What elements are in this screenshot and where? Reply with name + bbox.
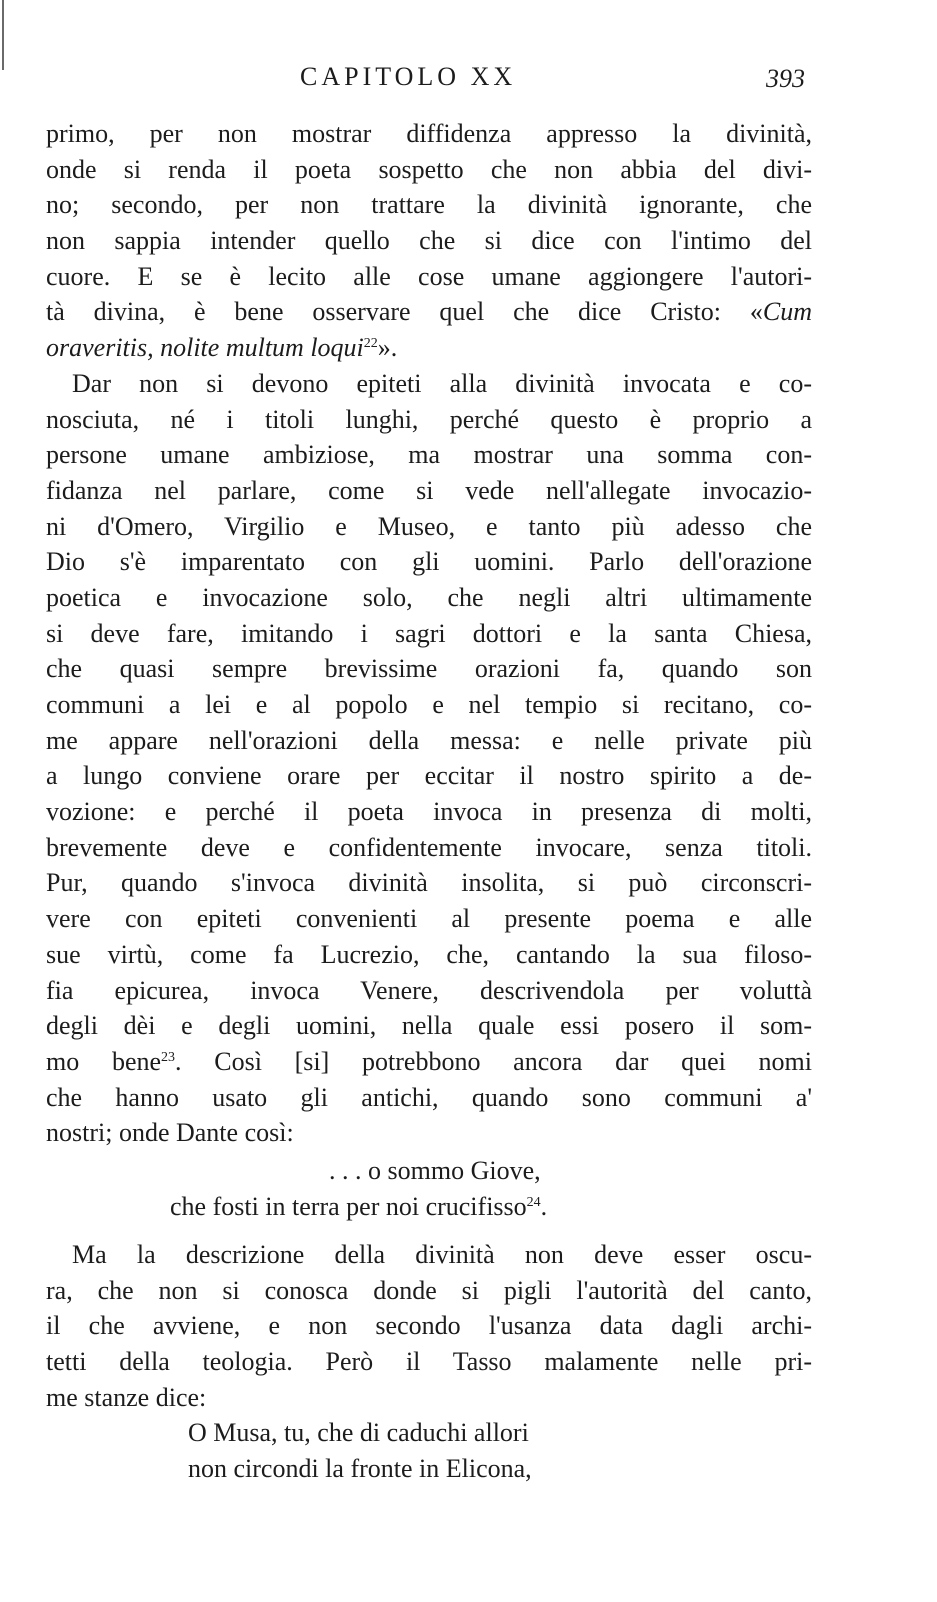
- text-line: onde si renda il poeta sospetto che non abbia del divi-: [46, 154, 812, 184]
- text-line: non sappia intender quello che si dice con l'intimo del: [46, 226, 812, 256]
- verse-quotation: [46, 1153, 812, 1225]
- footnote-marker: 23: [161, 1049, 176, 1065]
- paragraph: [46, 116, 812, 366]
- footnote-marker: 24: [526, 1194, 541, 1210]
- text-fragment: tà divina, è bene osservare quel che dice Cristo: «: [46, 297, 763, 327]
- text-line: fia epicurea, invoca Venere, descrivendola per voluttà: [46, 975, 812, 1005]
- text-fragment: che fosti in terra per noi crucifisso: [170, 1191, 527, 1221]
- text-line: primo, per non mostrar diffidenza appresso la divinità,: [46, 119, 812, 148]
- text-line: Ma la descrizione della divinità non deve esser oscu-: [72, 1239, 812, 1269]
- text-line: Pur, quando s'invoca divinità insolita, si può circonscri-: [46, 868, 812, 898]
- verse-line: [46, 1189, 812, 1225]
- text-line: poetica e invocazione solo, che negli altri ultimamente: [46, 582, 812, 612]
- verse-quotation: [46, 1415, 812, 1487]
- text-line: ni d'Omero, Virgilio e Museo, e tanto più adesso che: [46, 511, 812, 541]
- text-fragment: . Così [si] potrebbono ancora dar quei nomi: [175, 1046, 812, 1076]
- latin-quote: oraveritis, nolite multum loqui: [46, 333, 364, 363]
- paragraph: [46, 1237, 812, 1415]
- text-line: che hanno usato gli antichi, quando sono communi a': [46, 1082, 812, 1112]
- text-line: nostri; onde Dante così:: [46, 1118, 294, 1148]
- text-line: Dar non si devono epiteti alla divinità invocata e co-: [72, 368, 812, 398]
- text-line: sue virtù, come fa Lucrezio, che, cantando la sua filoso-: [46, 939, 812, 969]
- text-line: [46, 294, 812, 330]
- text-fragment: mo bene: [46, 1046, 162, 1076]
- text-line: vere con epiteti convenienti al presente poema e alle: [46, 904, 812, 934]
- page-edge-line: [2, 0, 4, 70]
- text-fragment: .: [540, 1191, 548, 1221]
- text-line: brevemente deve e confidentemente invocare, senza titoli.: [46, 832, 812, 862]
- verse-line: O Musa, tu, che di caduchi allori: [188, 1418, 529, 1448]
- running-header: [0, 62, 937, 102]
- text-line: degli dèi e degli uomini, nella quale essi posero il som-: [46, 1011, 812, 1041]
- text-line: che quasi sempre brevissime orazioni fa, quando son: [46, 654, 812, 684]
- text-line: [46, 1044, 812, 1080]
- text-line: cuore. E se è lecito alle cose umane aggiongere l'autori-: [46, 261, 812, 291]
- text-line: fidanza nel parlare, come si vede nell'allegate invocazio-: [46, 475, 812, 505]
- running-title: CAPITOLO XX: [300, 62, 517, 91]
- body-text: [46, 116, 812, 1487]
- text-line: persone umane ambiziose, ma mostrar una somma con-: [46, 440, 812, 470]
- text-line: il che avviene, e non secondo l'usanza data dagli archi-: [46, 1311, 812, 1341]
- page-number: 393: [766, 64, 805, 93]
- text-line: vozione: e perché il poeta invoca in presenza di molti,: [46, 797, 812, 827]
- text-line: tetti della teologia. Però il Tasso malamente nelle pri-: [46, 1347, 812, 1376]
- verse-line: . . . o sommo Giove,: [329, 1155, 541, 1185]
- paragraph: [46, 366, 812, 1151]
- text-line: me stanze dice:: [46, 1382, 207, 1412]
- text-line: a lungo conviene orare per eccitar il nostro spirito a de-: [46, 761, 812, 791]
- text-line: ra, che non si conosca donde si pigli l'autorità del canto,: [46, 1275, 812, 1305]
- text-line: [46, 330, 812, 366]
- verse-line: non circondi la fronte in Elicona,: [188, 1454, 532, 1484]
- text-line: Dio s'è imparentato con gli uomini. Parlo dell'orazione: [46, 547, 812, 577]
- text-fragment: ».: [377, 333, 398, 363]
- text-line: communi a lei e al popolo e nel tempio si recitano, co-: [46, 690, 812, 719]
- text-line: no; secondo, per non trattare la divinità ignorante, che: [46, 190, 812, 220]
- text-line: si deve fare, imitando i sagri dottori e la santa Chiesa,: [46, 618, 812, 648]
- footnote-marker: 22: [363, 336, 378, 352]
- text-line: nosciuta, né i titoli lunghi, perché questo è proprio a: [46, 404, 812, 434]
- latin-quote: Cum: [762, 297, 812, 327]
- text-line: me appare nell'orazioni della messa: e nelle private più: [46, 725, 812, 755]
